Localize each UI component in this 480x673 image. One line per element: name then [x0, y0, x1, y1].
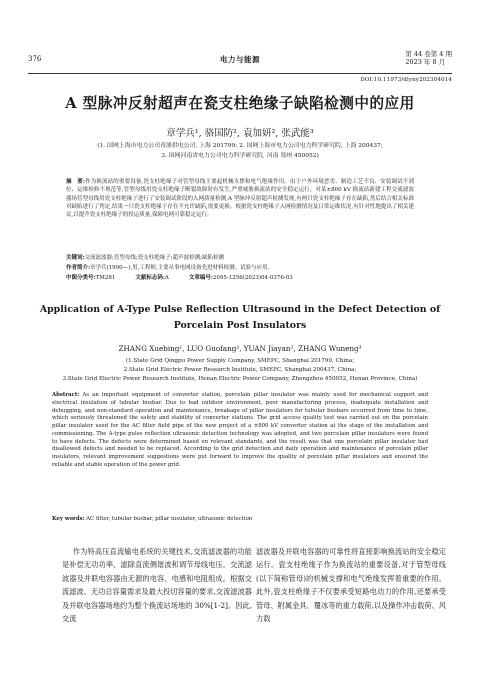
doc-code-label: 文献标志码: [135, 275, 165, 281]
clc-label: 中图分类号: [66, 275, 96, 281]
author-info [66, 264, 414, 272]
header-rule [28, 73, 452, 74]
abstract-cn [66, 178, 414, 220]
article-value: 2095-1256(2023)04-0376-03 [212, 275, 293, 281]
affiliation-en-line: 2.State Grid Electric Power Research Institute, SMEPC, Shanghai 200437, China; [123, 367, 357, 373]
clc-value: TM281 [95, 275, 116, 281]
body-column-right: 滤波器及并联电容器的可靠性将直接影响换流站的安全稳定运行。瓷支柱绝缘子作为换流站的重要设备,对于管型母线(以下简称管母)的机械支撑和电气绝缘发挥着重要的作用。此外,瓷支柱绝缘子不仅要承受短路电动力的作用,还要承受管母、附属金具、覆冰等的重力载荷,以及操作冲击载荷、风力载 [256, 547, 446, 624]
classification-line [66, 274, 414, 282]
abstract-en-label: Abstract: [52, 392, 80, 398]
volume-issue: 第 44 卷第 4 期 [405, 50, 452, 58]
affiliation-cn-line: 3. 国网河南省电力公司电力科学研究院, 河南 郑州 450052) [161, 153, 319, 159]
author-info-text: 章学兵(1990—),男,工程师,主要从事电网设备先进材料检测、试验与应用。 [90, 265, 274, 271]
abstract-en-text: As an important equipment of converter station, porcelain pillar insulator was mainly used for mechanical support and electrical insulation of tubular busbar. Due to bad outdoor environment, poor manufacturing process, inadequate installation and debugging, and non-standard operation and maintenance, breakage of pillar insulators for tubular busbars occurred from time to time, which seriously threatened the safety and stability of converter stations. The grid access quality test was carried out on the porcelain pillar insulator used for the AC filter field pipe of the new project of a ±800 kV converter station at the stage of the installation and commissioning. The A-type pulse reflection ultrasonic detection technology was adopted, and two porcelain pillar insulators were found to have defects. The defects were determined based on relevant standards, and the result was that one porcelain pillar insulator had disallowed defects and needed to be replaced. According to the grid detection and daily operation and maintenance of porcelain pillar insulators, relevant improvement suggestions were put forward to improve the quality of porcelain pillar insulators and ensured the reliable and stable operation of the power grid. [52, 392, 428, 468]
affiliations-en [0, 357, 480, 384]
journal-name: 电力与能源 [220, 55, 260, 64]
keywords-en-label: Key words: [52, 516, 85, 522]
publication-date: 2023 年 8 月 [405, 58, 446, 66]
affiliation-en-line: 3.State Grid Electric Power Research Institute, Henan Electric Power Company, Zhengzhou 450052, Henan Province, China) [62, 376, 418, 382]
document-code [135, 274, 169, 282]
authors-cn: 章学兵¹, 骆国防², 袁加妍², 张武能³ [166, 128, 314, 139]
body-column-left: 作为特高压直流输电系统的关键技术,交流滤波器的功能是补偿无功功率、滤除直流侧谐波和调节母线电压。交流滤波器及并联电容器由无源的电容、电感和电阻组成。根据交流滤波、无功总容量需求及最大投切容量的要求,交流滤波器及并联电容器场地约为整个换流站场地的 30%[1-2]。因此,交流 [62, 547, 252, 624]
page-number: 376 [28, 55, 42, 63]
abstract-cn-text: 作为换流站的重要设备,瓷支柱绝缘子对管型母线主要起机械支撑和电气绝缘作用。由于户外环境恶劣、制造工艺不良、安装调试不到位、运维检修不规范等,管型母线用瓷支柱绝缘子断裂故障时有发生,严重威胁换流站的安全稳定运行。对某±800 kV 换流站新建工程交流滤波器场管型母线用瓷支柱绝缘子进行了安装调试阶段的入网质量检测,A 型脉冲反射超声检测发现,有两只瓷支柱绝缘子存在缺陷,然后结合相关标准对缺陷进行了判定,结果一只瓷支柱绝缘子存在不允许缺陷,需要更换。根据瓷支柱绝缘子入网检测情况及日常运维状况,有针对性地提出了相关建议,以提升瓷支柱绝缘子的投运质量,保障电网可靠稳定运行。 [66, 179, 414, 219]
title-cn: A 型脉冲反射超声在瓷支柱绝缘子缺陷检测中的应用 [65, 95, 415, 112]
keywords-cn-label: 关键词: [66, 255, 85, 261]
article-label: 文章编号: [188, 275, 213, 281]
affiliation-en-line: (1.State Grid Qingpu Power Supply Company, SMEPC, Shanghai 201799, China; [125, 358, 355, 364]
abstract-cn-label: 摘 要: [66, 179, 85, 185]
keywords-en [52, 515, 428, 523]
doc-code-value: A [164, 275, 169, 281]
page-header [28, 50, 452, 72]
title-en: Application of A-Type Pulse Reflection Ultrasound in the Defect Detection of Porcelain Post Insulators [39, 304, 441, 331]
clc-number [66, 274, 115, 282]
doi: DOI:10.11973/dlyny202304014 [360, 77, 452, 83]
authors-en: ZHANG Xuebing¹, LUO Guofang², YUAN Jiayan², ZHANG Wuneng³ [118, 344, 362, 353]
volume-info [405, 50, 452, 66]
author-info-label: 作者简介: [66, 265, 91, 271]
keywords-cn [66, 254, 414, 262]
abstract-en [52, 392, 428, 470]
affiliations-cn [0, 141, 480, 161]
keywords-en-text: AC filter, tubular busbar, pillar insulator, ultrasonic detection [86, 516, 253, 522]
article-number [189, 274, 293, 282]
keywords-cn-text: 交流滤波器;管型母线;瓷支柱绝缘子;超声波检测;缺陷检测 [84, 255, 224, 261]
affiliation-cn-line: (1. 国网上海市电力公司青浦供电公司, 上海 201799; 2. 国网上海市电力公司电力科学研究院, 上海 200437; [97, 143, 383, 149]
